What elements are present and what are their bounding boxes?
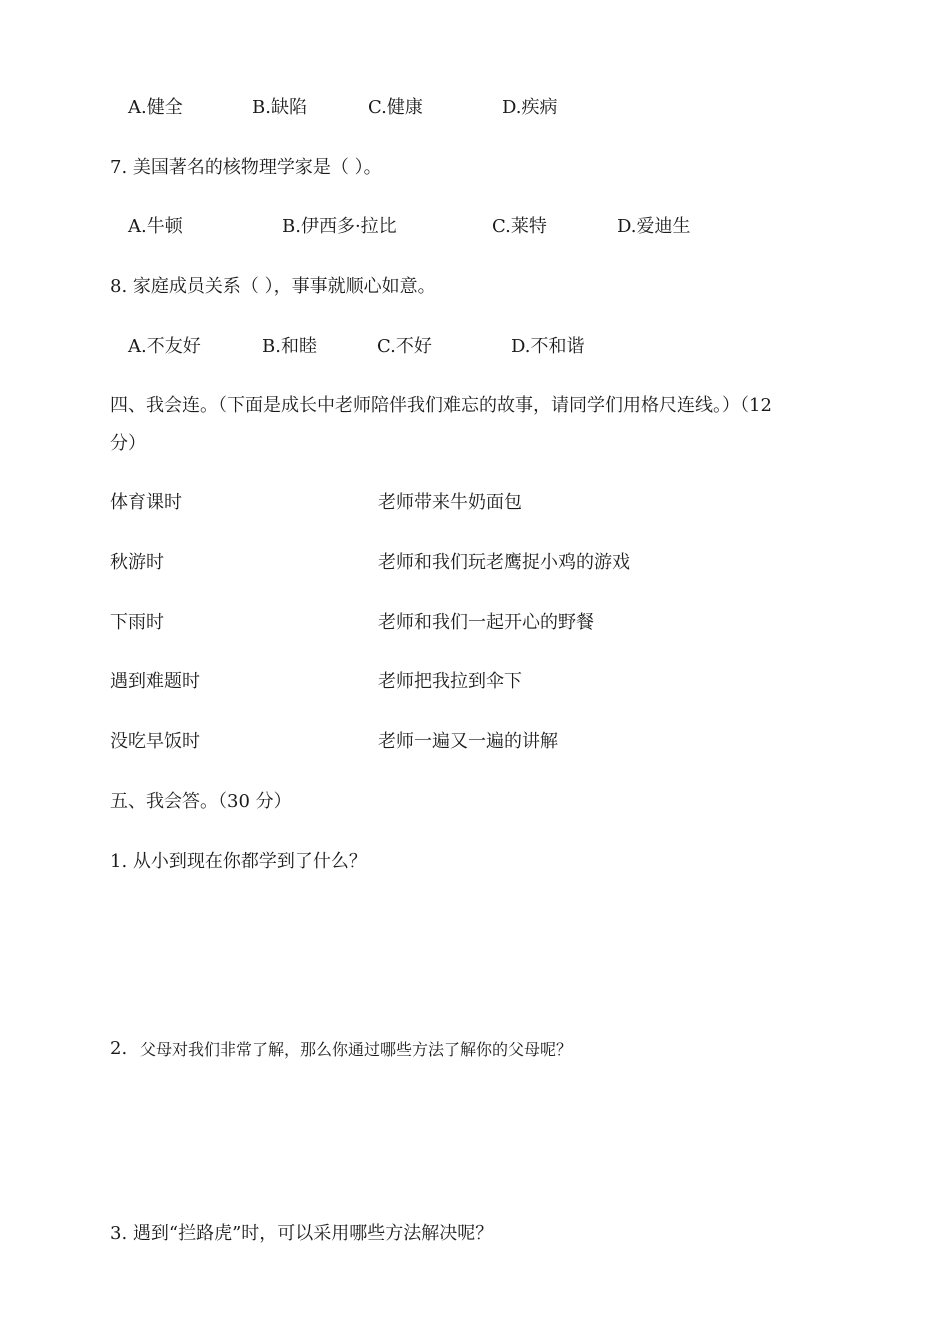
match-right-1: 老师带来牛奶面包 <box>378 492 522 513</box>
q7-option-a: A.牛顿 <box>128 216 183 237</box>
q7-stem: 7. 美国著名的核物理学家是（ ）。 <box>110 157 382 178</box>
q8-option-a: A.不友好 <box>128 336 201 357</box>
q7-option-c: C.莱特 <box>492 216 547 237</box>
section4-title: 四、我会连。（下面是成长中老师陪伴我们难忘的故事，请同学们用格尺连线。）（12 <box>110 395 772 416</box>
match-left-4: 遇到难题时 <box>110 671 200 692</box>
q6-option-a: A.健全 <box>128 97 183 118</box>
match-left-3: 下雨时 <box>110 612 164 633</box>
q8-stem: 8. 家庭成员关系（ ），事事就顺心如意。 <box>110 276 436 297</box>
q8-option-c: C.不好 <box>377 336 432 357</box>
match-right-4: 老师把我拉到伞下 <box>378 671 522 692</box>
section5-q2-number: 2. <box>110 1038 128 1059</box>
section5-q2: 父母对我们非常了解，那么你通过哪些方法了解你的父母呢？ <box>140 1040 573 1059</box>
q7-option-d: D.爱迪生 <box>617 216 691 237</box>
match-left-2: 秋游时 <box>110 552 164 573</box>
q8-option-b: B.和睦 <box>262 336 317 357</box>
q7-option-b: B.伊西多·拉比 <box>282 216 397 237</box>
q6-option-c: C.健康 <box>368 97 423 118</box>
match-left-5: 没吃早饭时 <box>110 731 200 752</box>
match-right-5: 老师一遍又一遍的讲解 <box>378 731 558 752</box>
q6-option-b: B.缺陷 <box>252 97 307 118</box>
q6-option-d: D.疾病 <box>502 97 558 118</box>
q8-option-d: D.不和谐 <box>511 336 585 357</box>
match-left-1: 体育课时 <box>110 492 182 513</box>
section4-title-cont: 分） <box>110 433 146 454</box>
match-right-3: 老师和我们一起开心的野餐 <box>378 612 594 633</box>
section5-title: 五、我会答。（30 分） <box>110 791 292 812</box>
section5-q3: 3. 遇到“拦路虎”时，可以采用哪些方法解决呢？ <box>110 1223 494 1244</box>
match-right-2: 老师和我们玩老鹰捉小鸡的游戏 <box>378 552 630 573</box>
section5-q1: 1. 从小到现在你都学到了什么？ <box>110 851 367 872</box>
